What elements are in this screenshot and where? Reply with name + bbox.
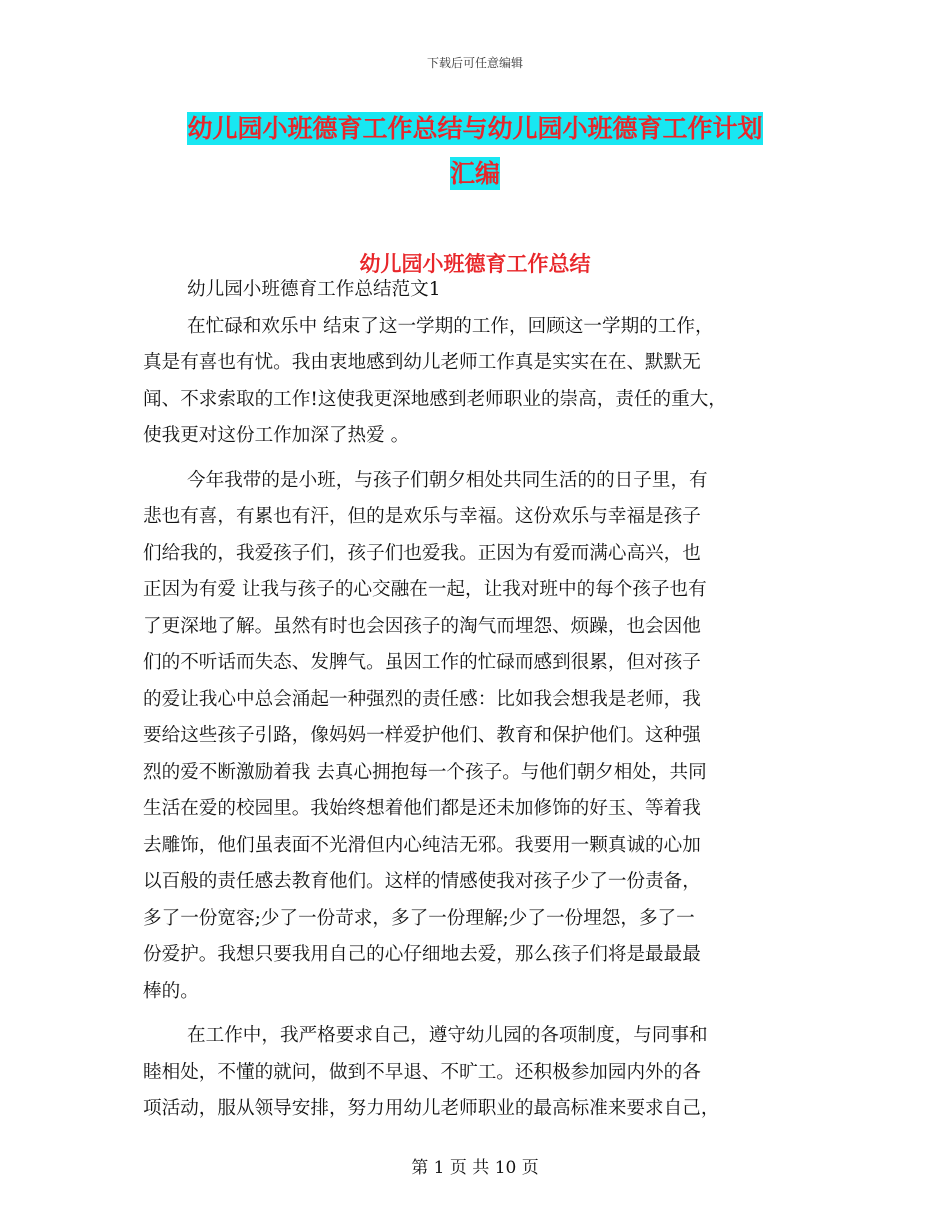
subheading: 幼儿园小班德育工作总结范文1 [187, 279, 441, 300]
document-title-line1 [0, 112, 950, 146]
paragraph-line: 闻、不求索取的工作!这使我更深地感到老师职业的崇高，责任的重大， [143, 388, 727, 410]
paragraph-line: 项活动，服从领导安排，努力用幼儿老师职业的最高标准来要求自己， [143, 1098, 720, 1119]
paragraph [143, 309, 813, 455]
paragraph-line: 烈的爱不断激励着我 去真心拥抱每一个孩子。与他们朝夕相处，共同 [143, 761, 707, 783]
paragraph-gap [143, 455, 813, 463]
paragraph-line: 去雕饰，他们虽表面不光滑但内心纯洁无邪。我要用一颗真诚的心加 [143, 834, 701, 856]
paragraph-line: 多了一份宽容;少了一份苛求，多了一份理解;少了一份埋怨，多了一 [143, 907, 695, 929]
title-text-line2: 汇编 [449, 159, 500, 188]
paragraph [143, 1018, 813, 1128]
paragraph-line: 份爱护。我想只要我用自己的心仔细地去爱，那么孩子们将是最最最 [143, 944, 701, 965]
paragraph-gap [143, 1010, 813, 1018]
paragraph-line: 在工作中，我严格要求自己，遵守幼儿园的各项制度，与同事和 [187, 1025, 708, 1046]
paragraph-line: 在忙碌和欢乐中 结束了这一学期的工作，回顾这一学期的工作， [187, 315, 714, 337]
paragraph-line: 今年我带的是小班，与孩子们朝夕相处共同生活的的日子里，有 [187, 469, 708, 491]
paragraph-line: 正因为有爱 让我与孩子的心交融在一起，让我对班中的每个孩子也有 [143, 579, 707, 600]
section-title: 幼儿园小班德育工作总结 [359, 252, 591, 276]
title-text-line1: 幼儿园小班德育工作总结与幼儿园小班德育工作计划 [187, 114, 763, 143]
header-note: 下载后可任意编辑 [426, 56, 523, 70]
paragraph-line: 棒的。 [143, 980, 199, 1002]
paragraph-line: 的爱让我心中总会涌起一种强烈的责任感：比如我会想我是老师，我 [143, 688, 701, 710]
paragraph-line: 以百般的责任感去教育他们。这样的情感使我对孩子少了一份责备， [143, 871, 701, 892]
paragraph-line: 了更深地了解。虽然有时也会因孩子的淘气而埋怨、烦躁，也会因他 [143, 615, 701, 637]
paragraph-line: 真是有喜也有忧。我由衷地感到幼儿老师工作真是实实在在、默默无 [143, 352, 701, 373]
document-title-line2 [0, 157, 950, 191]
paragraph-line: 悲也有喜，有累也有汗，但的是欢乐与幸福。这份欢乐与幸福是孩子 [143, 506, 701, 527]
paragraph-line: 们给我的，我爱孩子们，孩子们也爱我。正因为有爱而满心高兴，也 [143, 542, 701, 564]
paragraph-line: 睦相处，不懂的就问，做到不早退、不旷工。还积极参加园内外的各 [143, 1061, 701, 1083]
paragraph-line: 们的不听话而失态、发脾气。虽因工作的忙碌而感到很累，但对孩子 [143, 652, 701, 673]
paragraph-line: 要给这些孩子引路，像妈妈一样爱护他们、教育和保护他们。这种强 [143, 725, 701, 746]
page-footer: 第 1 页 共 10 页 [411, 1158, 539, 1178]
paragraph-line: 生活在爱的校园里。我始终想着他们都是还未加修饰的好玉、等着我 [143, 798, 701, 819]
body-text [143, 272, 813, 1128]
paragraph [143, 463, 813, 1011]
paragraph-line: 使我更对这份工作加深了热爱 。 [143, 425, 410, 446]
